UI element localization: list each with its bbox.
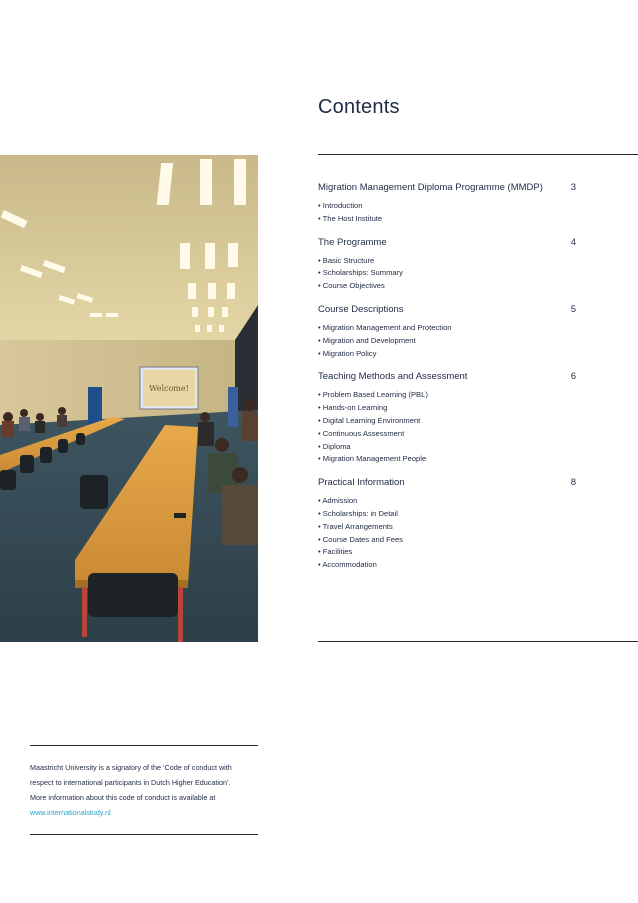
toc-item[interactable]: • Basic Structure bbox=[318, 255, 375, 265]
toc-section-title: Course Descriptions bbox=[318, 303, 404, 315]
toc-item[interactable]: • Scholarships: in Detail bbox=[318, 508, 398, 518]
note-line: respect to international participants in Dutch Higher Education’. bbox=[30, 778, 231, 787]
toc-section-programme bbox=[318, 237, 580, 293]
toc-item[interactable]: • Course Objectives bbox=[318, 281, 385, 291]
toc-section-teaching-methods bbox=[318, 371, 580, 466]
internationalstudy-link[interactable]: www.internationalstudy.nl bbox=[30, 808, 111, 817]
toc-section-title: The Programme bbox=[318, 236, 387, 248]
toc-item[interactable]: • Hands-on Learning bbox=[318, 403, 388, 413]
toc-page-number: 6 bbox=[570, 371, 576, 383]
toc-item[interactable]: • Digital Learning Environment bbox=[318, 415, 421, 425]
toc-item[interactable]: • Scholarships: Summary bbox=[318, 268, 403, 278]
code-of-conduct-note bbox=[30, 760, 262, 820]
conference-room-photo bbox=[0, 155, 258, 642]
toc-page-number: 4 bbox=[570, 236, 576, 248]
toc-section-title: Practical Information bbox=[318, 477, 405, 489]
toc-section-mmdp bbox=[318, 182, 580, 226]
toc-item[interactable]: • Diploma bbox=[318, 441, 351, 451]
toc-item[interactable]: • Facilities bbox=[318, 547, 353, 557]
page-title: Contents bbox=[318, 96, 400, 118]
toc-section-practical-information bbox=[318, 477, 580, 572]
toc-section-heading[interactable] bbox=[318, 477, 580, 491]
toc-item[interactable]: • Travel Arrangements bbox=[318, 521, 393, 531]
toc-item[interactable]: • The Host Institute bbox=[318, 213, 383, 223]
toc-item[interactable]: • Migration and Development bbox=[318, 335, 416, 345]
toc-item[interactable]: • Admission bbox=[318, 496, 358, 506]
toc-section-title: Teaching Methods and Assessment bbox=[318, 371, 468, 383]
note-line: Maastricht University is a signatory of the ‘Code of conduct with bbox=[30, 763, 232, 772]
toc-item[interactable]: • Migration Management People bbox=[318, 454, 427, 464]
table-of-contents bbox=[318, 182, 580, 583]
toc-item[interactable]: • Introduction bbox=[318, 201, 363, 210]
toc-item[interactable]: • Problem Based Learning (PBL) bbox=[318, 390, 428, 400]
toc-page-number: 8 bbox=[570, 477, 576, 489]
screen-welcome-text: Welcome! bbox=[149, 384, 189, 393]
toc-page-number: 3 bbox=[570, 182, 576, 193]
toc-section-heading[interactable] bbox=[318, 304, 580, 318]
note-line: More information about this code of conduct is available at bbox=[30, 793, 216, 802]
toc-section-heading[interactable] bbox=[318, 182, 580, 196]
toc-section-heading[interactable] bbox=[318, 371, 580, 385]
toc-page-number: 5 bbox=[570, 303, 576, 315]
note-top-divider bbox=[30, 745, 258, 746]
toc-item[interactable]: • Continuous Assessment bbox=[318, 428, 405, 438]
toc-section-course-descriptions bbox=[318, 304, 580, 360]
toc-item[interactable]: • Migration Management and Protection bbox=[318, 322, 452, 332]
note-bottom-divider bbox=[30, 834, 258, 835]
top-right-divider bbox=[318, 154, 638, 155]
toc-item[interactable]: • Accommodation bbox=[318, 560, 377, 570]
bottom-right-divider bbox=[318, 641, 638, 642]
toc-item[interactable]: • Course Dates and Fees bbox=[318, 534, 403, 544]
toc-item[interactable]: • Migration Policy bbox=[318, 348, 377, 358]
toc-section-heading[interactable] bbox=[318, 237, 580, 251]
toc-section-title: Migration Management Diploma Programme (MMDP) bbox=[318, 182, 543, 193]
